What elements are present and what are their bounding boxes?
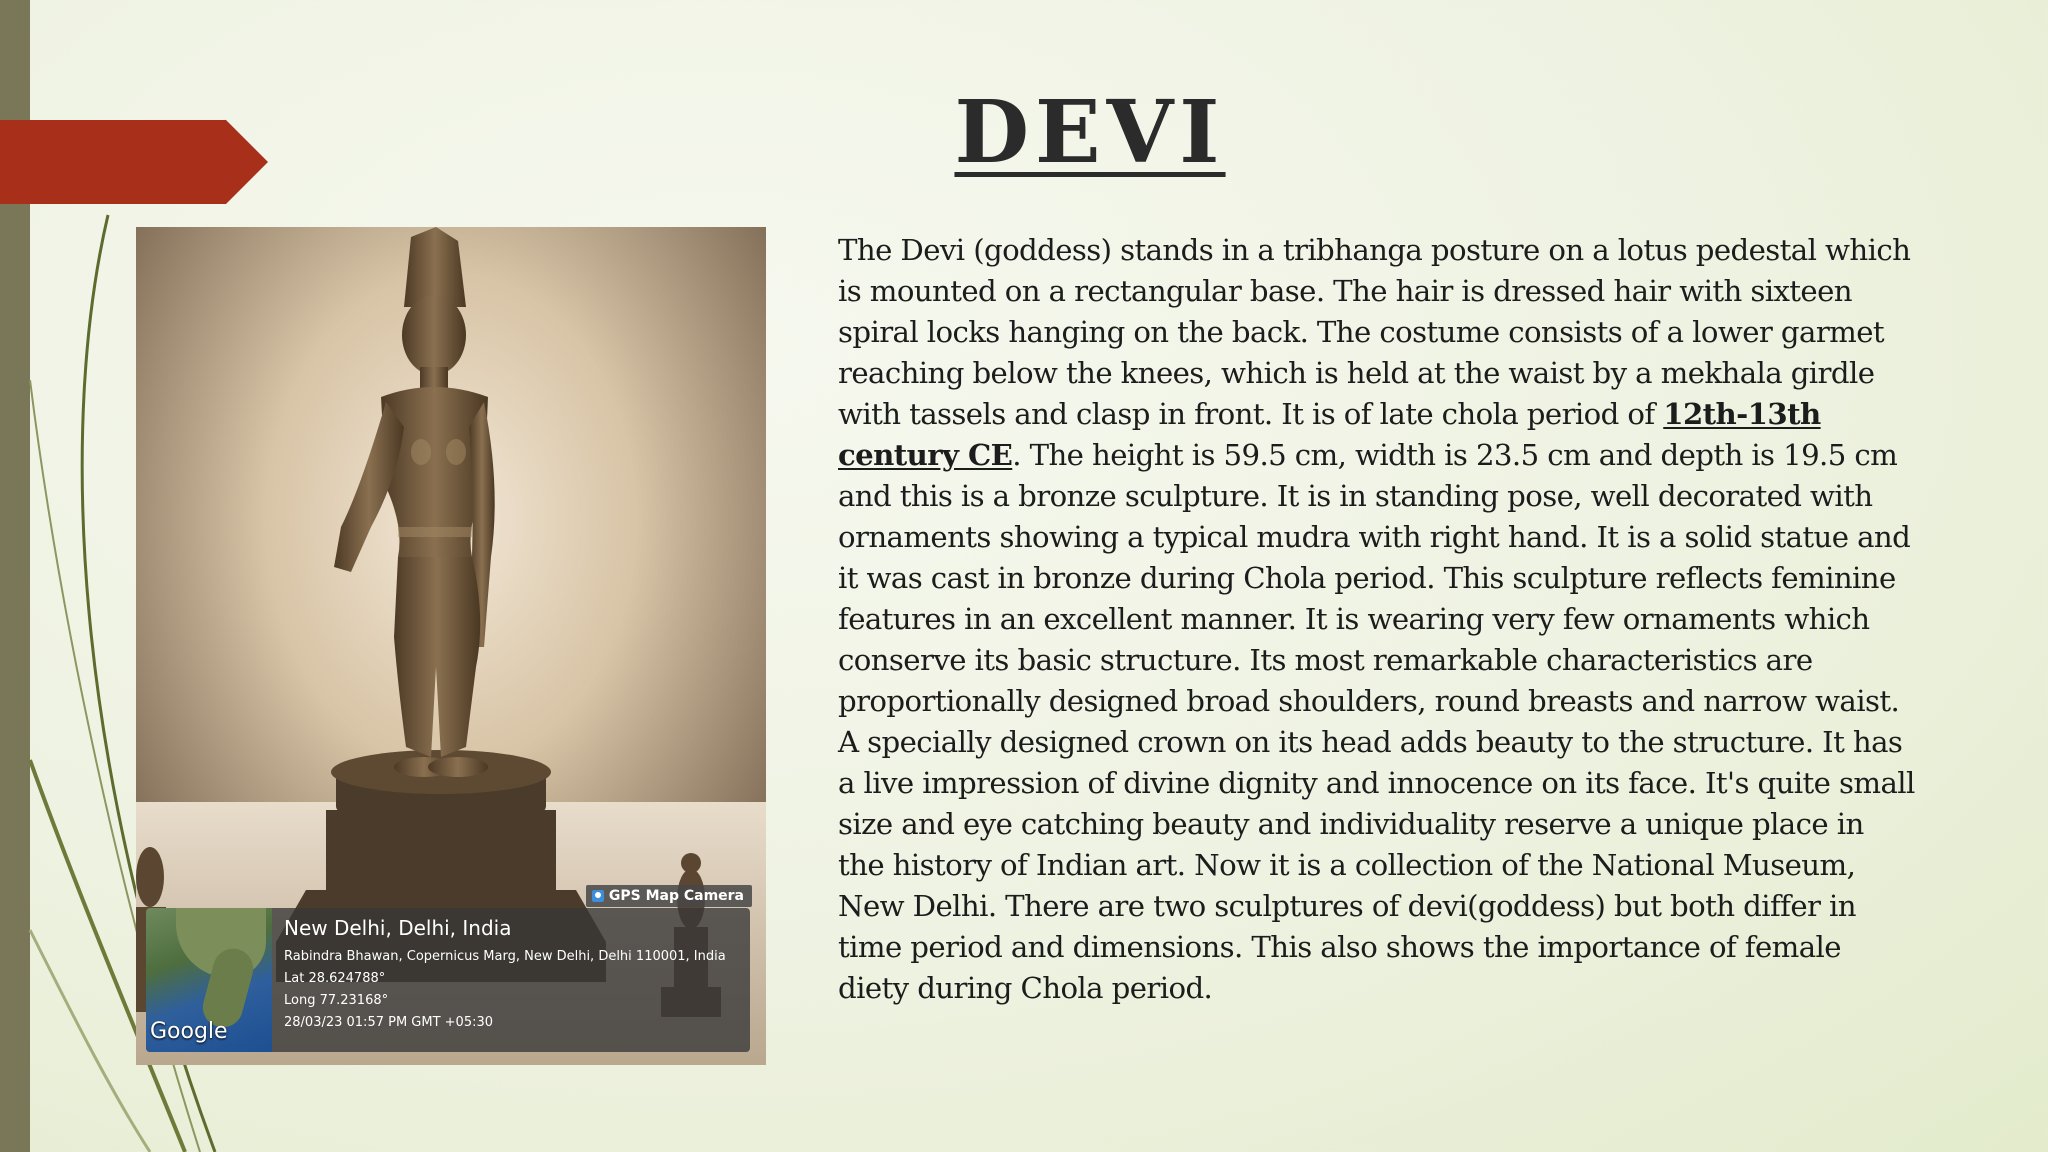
slide-title: DEVI	[954, 82, 1226, 183]
gps-details	[284, 916, 726, 1034]
gps-info-panel	[146, 908, 750, 1052]
description-part-2: . The height is 59.5 cm, width is 23.5 cm and depth is 19.5 cm and this is a bronze sculpture. It is in standing pose, well decorated with ornaments showing a typical mudra with right hand. It is a solid statue and it was cast in bronze during Chola period. This sculpture reflects feminine features in an excellent manner. It is wearing very few ornaments which conserve its basic structure. Its most remarkable characteristics are proportionally designed broad shoulders, round breasts and narrow waist. A specially designed crown on its head adds beauty to the structure. It has a live impression of divine dignity and innocence on its face. It's quite small size and eye catching beauty and individuality reserve a unique place in the history of Indian art. Now it is a collection of the National Museum, New Delhi. There are two sculptures of devi(goddess) but both differ in time period and dimensions. This also shows the importance of female diety during Chola period.	[838, 438, 1915, 1005]
description-text	[838, 230, 1918, 1009]
map-pin-icon	[592, 890, 604, 902]
gps-location: New Delhi, Delhi, India	[284, 916, 512, 940]
description-paragraph	[838, 230, 1918, 1009]
gps-latitude: Lat 28.624788°	[284, 971, 386, 986]
gps-map-camera-badge	[586, 885, 752, 907]
description-part-1: The Devi (goddess) stands in a tribhanga posture on a lotus pedestal which is mounted on a rectangular base. The hair is dressed hair with sixteen spiral locks hanging on the back. The costume consists of a lower garmet reaching below the knees, which is held at the waist by a mekhala girdle with tassels and clasp in front. It is of late chola period of	[838, 233, 1911, 431]
gps-timestamp: 28/03/23 01:57 PM GMT +05:30	[284, 1015, 494, 1030]
period-highlight: 12th-13th century CE	[838, 397, 1821, 472]
gps-longitude: Long 77.23168°	[284, 993, 389, 1008]
gps-address: Rabindra Bhawan, Copernicus Marg, New Delhi, Delhi 110001, India	[284, 949, 726, 964]
google-logo: Google	[150, 1019, 228, 1044]
mini-map	[146, 908, 272, 1052]
sculpture-photo	[136, 227, 766, 1065]
gps-badge-label: GPS Map Camera	[608, 888, 744, 904]
